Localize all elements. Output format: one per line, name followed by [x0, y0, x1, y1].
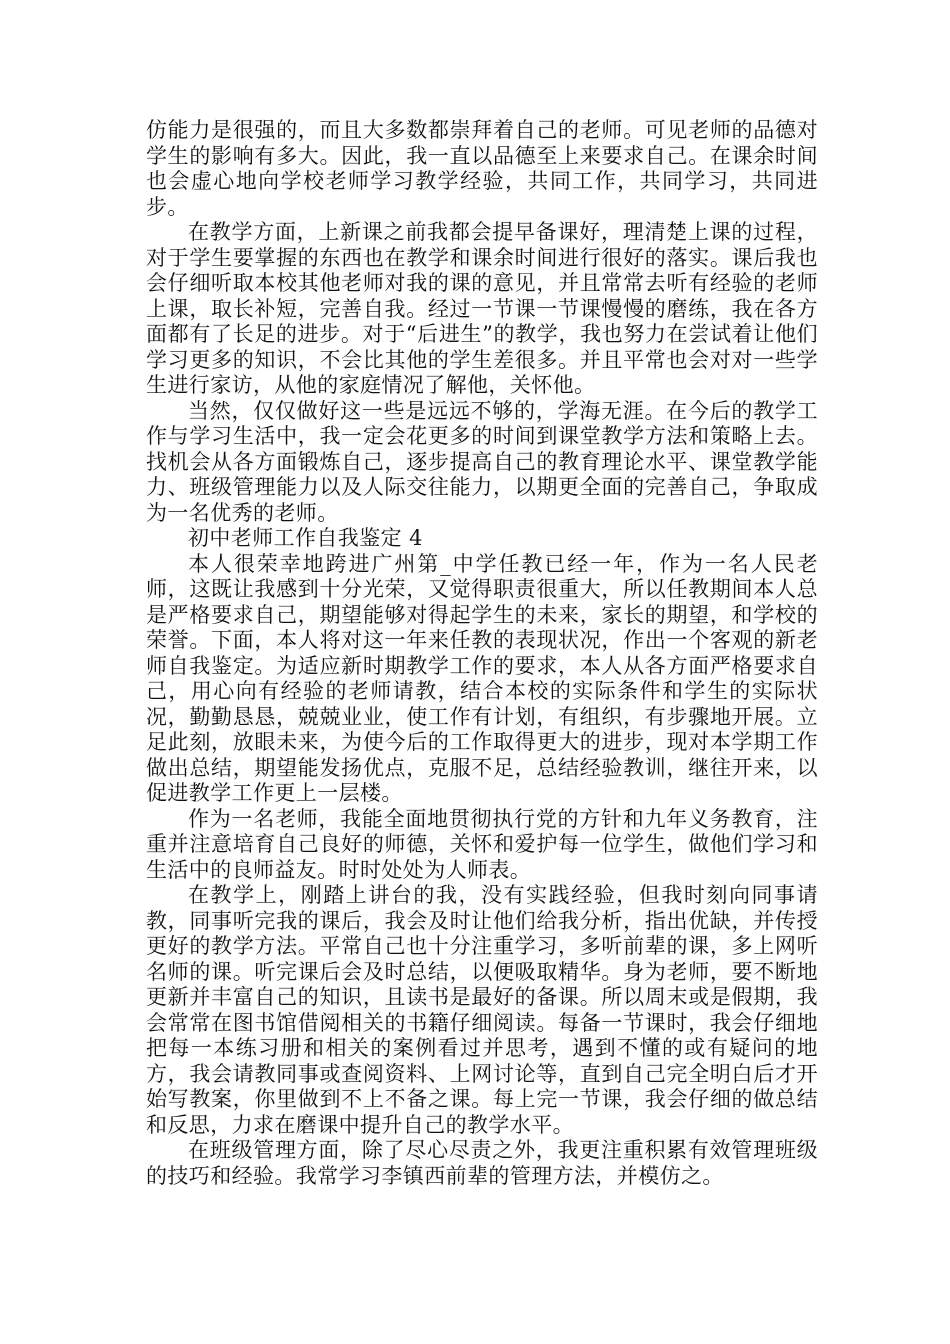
paragraph-1: 仿能力是很强的，而且大多数都崇拜着自己的老师。可见老师的品德对学生的影响有多大。因此，我一直以品德至上来要求自己。在课余时间也会虚心地向学校老师学习教学经验，共同工作，共同学习，共同进步。	[146, 118, 818, 219]
paragraph-8: 在班级管理方面，除了尽心尽责之外，我更注重积累有效管理班级的技巧和经验。我常学习李镇西前辈的管理方法，并模仿之。	[146, 1138, 818, 1188]
paragraph-5: 本人很荣幸地跨进广州第_中学任教已经一年，作为一名人民老师，这既让我感到十分光荣，又觉得职责很重大，所以任教期间本人总是严格要求自己，期望能够对得起学生的未来，家长的期望，和学校的荣誉。下面，本人将对这一年来任教的表现状况，作出一个客观的新老师自我鉴定。为适应新时期教学工作的要求，本人从各方面严格要求自己，用心向有经验的老师请教，结合本校的实际条件和学生的实际状况，勤勤恳恳，兢兢业业，使工作有计划，有组织，有步骤地开展。立足此刻，放眼未来，为使今后的工作取得更大的进步，现对本学期工作做出总结，期望能发扬优点，克服不足，总结经验教训，继往开来，以促进教学工作更上一层楼。	[146, 551, 818, 805]
section-heading: 初中老师工作自我鉴定 4	[188, 526, 423, 550]
paragraph-2: 在教学方面，上新课之前我都会提早备课好，理清楚上课的过程，对于学生要掌握的东西也在教学和课余时间进行很好的落实。课后我也会仔细听取本校其他老师对我的课的意见，并且常常去听有经验的老师上课，取长补短，完善自我。经过一节课一节课慢慢的磨练，我在各方面都有了长足的进步。对于“后进生”的教学，我也努力在尝试着让他们学习更多的知识，不会比其他的学生差很多。并且平常也会对对一些学生进行家访，从他的家庭情况了解他，关怀他。	[146, 220, 818, 397]
document-page	[146, 118, 818, 1189]
paragraph-7: 在教学上，刚踏上讲台的我，没有实践经验，但我时刻向同事请教，同事听完我的课后，我会及时让他们给我分析，指出优缺，并传授更好的教学方法。平常自己也十分注重学习，多听前辈的课，多上网听名师的课。听完课后会及时总结，以便吸取精华。身为老师，要不断地更新并丰富自己的知识，且读书是最好的备课。所以周末或是假期，我会常常在图书馆借阅相关的书籍仔细阅读。每备一节课时，我会仔细地把每一本练习册和相关的案例看过并思考，遇到不懂的或有疑问的地方，我会请教同事或查阅资料、上网讨论等，直到自己完全明白后才开始写教案，你里做到不上不备之课。每上完一节课，我会仔细的做总结和反思，力求在磨课中提升自己的教学水平。	[146, 883, 818, 1137]
paragraph-6: 作为一名老师，我能全面地贯彻执行党的方针和九年义务教育，注重并注意培育自己良好的师德，关怀和爱护每一位学生，做他们学习和生活中的良师益友。时时处处为人师表。	[146, 806, 818, 882]
paragraph-3: 当然，仅仅做好这一些是远远不够的，学海无涯。在今后的教学工作与学习生活中，我一定会花更多的时间到课堂教学方法和策略上去。找机会从各方面锻炼自己，逐步提高自己的教育理论水平、课堂教学能力、班级管理能力以及人际交往能力，以期更全面的完善自己，争取成为一名优秀的老师。	[146, 398, 818, 525]
